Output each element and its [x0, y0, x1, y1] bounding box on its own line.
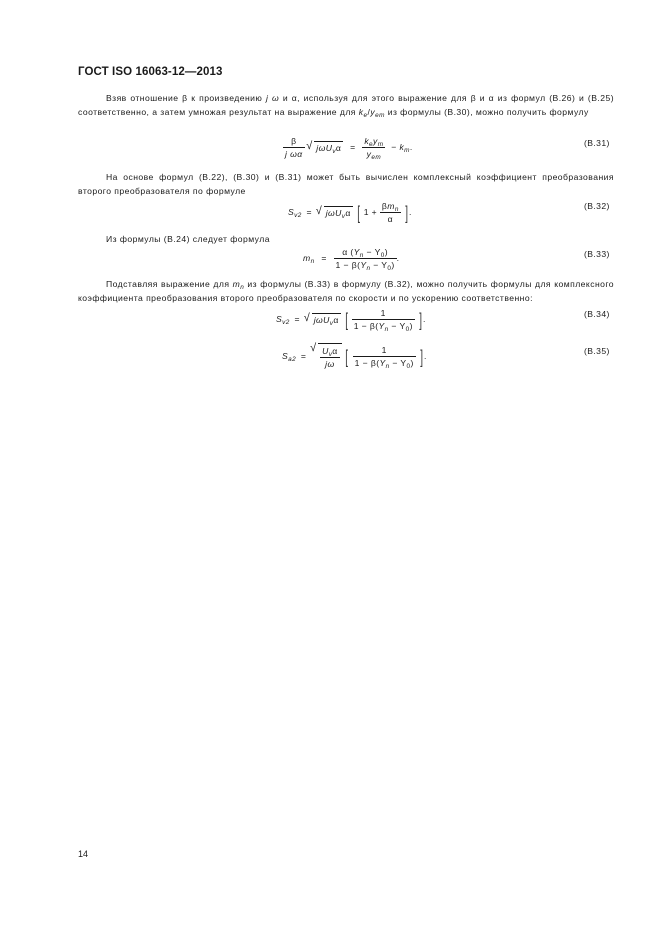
eq31-ym-sub: m: [377, 141, 384, 148]
eq33-num-Y-sub: n: [359, 252, 364, 259]
p1-text-a: Взяв отношение β к произведению: [106, 93, 266, 103]
eq35-den-pre: 1 − β(: [354, 358, 380, 368]
eq31-sqrt-U-sub: v: [332, 148, 336, 155]
eq33-den-Y0-sub: 0: [387, 265, 392, 272]
eq31-den-right: [362, 148, 385, 160]
eq33-den-Y: Y: [360, 260, 367, 270]
eq32-S-sub: v2: [294, 211, 302, 219]
equation-b34: [276, 307, 426, 332]
p1-jw: j ω: [265, 93, 280, 103]
equation-b33: [303, 246, 399, 271]
eq35-den-Y0-sub: 0: [406, 363, 411, 370]
p1-ke-sub: e: [363, 111, 368, 119]
eq35-sqrt-num: [320, 345, 340, 358]
eq33-m-sub: n: [310, 257, 315, 265]
equation-number-b32: (В.32): [584, 201, 610, 211]
eq35-den-Y-sub: n: [385, 363, 390, 370]
eq33-num-mid: − Y: [363, 247, 381, 257]
eq34-sqrt: [312, 313, 341, 326]
eq31-minus: −: [391, 141, 400, 152]
eq33-den-close: ): [391, 260, 395, 270]
eq33-den: [334, 259, 397, 271]
eq35-U: U: [322, 346, 329, 356]
eq31-km-sub: m: [404, 146, 410, 154]
eq34-S-sub: v2: [282, 318, 290, 326]
eq32-sqrt-alpha: α: [345, 208, 351, 218]
eq35-period: .: [423, 350, 427, 361]
equation-number-b34: (В.34): [584, 309, 610, 319]
eq33-num-Y: Y: [353, 247, 360, 257]
eq33-num: [334, 246, 397, 259]
eq35-den-close: ): [410, 358, 414, 368]
eq32-one-plus: 1 +: [363, 206, 378, 217]
paragraph-3: Из формулы (В.24) следует формула: [106, 234, 270, 244]
eq31-equals: =: [350, 141, 356, 152]
eq34-S: S: [276, 313, 283, 324]
eq33-num-close: ): [384, 247, 388, 257]
equation-number-b33: (В.33): [584, 249, 610, 259]
p1-text-c: из формулы (В.30), можно получить формулу: [384, 106, 589, 117]
eq35-den: [353, 357, 416, 369]
eq31-km: k: [399, 141, 405, 152]
eq31-ym: y: [372, 136, 378, 146]
eq35-equals: =: [300, 350, 307, 361]
eq31-fraction-right: [362, 135, 385, 160]
eq35-S: S: [282, 350, 289, 361]
equation-number-b31: (В.31): [584, 138, 610, 148]
eq31-sqrt-alpha: α: [335, 143, 342, 153]
eq32-fraction: [380, 200, 401, 225]
eq34-den-Y-sub: n: [384, 326, 389, 333]
eq35-sqrt-fraction: [320, 345, 340, 370]
eq34-sqrt-jw: jω: [313, 315, 324, 325]
paragraph-2: На основе формул (В.22), (В.30) и (В.31) может быть вычислен комплексный коэффициент преобразования второго преобразователя по формуле: [78, 172, 614, 196]
eq35-den-Y: Y: [379, 358, 386, 368]
p4-text-a: Подставляя выражение для: [106, 279, 233, 289]
eq32-m: m: [387, 201, 395, 211]
eq35-den-mid: − Y: [389, 358, 407, 368]
eq32-S: S: [288, 206, 295, 217]
eq32-m-sub: n: [394, 206, 399, 213]
p1-slash: /: [367, 106, 371, 117]
eq34-den-pre: 1 − β(: [353, 321, 379, 331]
eq35-U-sub: v: [328, 351, 333, 358]
eq35-S-sub: a2: [288, 355, 297, 363]
eq35-right-bracket: ]: [419, 346, 423, 367]
eq32-sqrt-U: U: [335, 208, 342, 218]
eq35-num: 1: [353, 344, 416, 357]
eq31-yem-sub: em: [371, 154, 382, 161]
p1-text-b: и α, используя для этого выражение для β и α из формул (В.26) и (В.25) соответственно, а затем умножая результат на выражение для: [78, 93, 615, 117]
eq31-yem: y: [366, 149, 372, 159]
document-header: ГОСТ ISO 16063-12—2013: [78, 66, 223, 78]
eq32-right-bracket: ]: [404, 202, 408, 223]
eq33-den-Y-sub: n: [366, 265, 371, 272]
eq32-left-bracket: [: [356, 202, 360, 223]
eq32-sqrt-jw: jω: [325, 208, 336, 218]
eq32-beta: β: [381, 201, 388, 211]
p1-yem: y: [370, 106, 376, 117]
eq33-den-pre: 1 − β(: [335, 260, 361, 270]
eq35-fraction: [353, 344, 416, 369]
eq33-den-mid: − Y: [370, 260, 388, 270]
eq34-sqrt-U: U: [323, 315, 330, 325]
eq31-num-right: [362, 135, 385, 148]
eq31-numerator: β: [283, 135, 305, 148]
eq31-sqrt-U: U: [325, 143, 333, 153]
eq34-num: 1: [352, 307, 415, 320]
eq32-equals: =: [306, 206, 312, 217]
eq34-den-Y0-sub: 0: [405, 326, 410, 333]
eq33-num-a: α (: [342, 247, 354, 257]
eq33-fraction: [334, 246, 397, 271]
equation-number-b35: (В.35): [584, 346, 610, 356]
eq34-den-close: ): [409, 321, 413, 331]
p4-m-sub: n: [240, 284, 245, 291]
eq35-alpha: α: [332, 346, 338, 356]
eq32-sqrt-U-sub: v: [341, 213, 346, 220]
p1-yem-sub: em: [375, 111, 385, 119]
eq31-fraction-left: [283, 135, 305, 160]
equation-b31: [283, 135, 413, 160]
paragraph-4: [78, 278, 614, 305]
eq32-den: α: [387, 214, 394, 224]
p4-text-b: из формулы (В.33) в формулу (В.32), можно получить формулы для комплексного коэффициента преобразования второго преобразователя по скорости и по ускорению соответственно:: [78, 279, 614, 303]
equation-b32: [288, 200, 412, 225]
eq34-sqrt-alpha: α: [333, 315, 339, 325]
p4-m: m: [232, 279, 241, 289]
equation-b35: [282, 343, 427, 370]
p1-ke: k: [358, 106, 364, 117]
eq33-m: m: [303, 252, 311, 263]
eq31-sqrt: [314, 141, 343, 154]
eq32-num: [380, 200, 401, 213]
eq34-den: [352, 320, 415, 332]
eq35-left-bracket: [: [345, 346, 349, 367]
eq33-equals: =: [321, 252, 327, 263]
eq34-fraction: [352, 307, 415, 332]
eq35-sqrt: [318, 343, 342, 370]
eq31-period: .: [409, 141, 413, 152]
eq31-sqrt-jw: jω: [316, 143, 326, 153]
eq35-jw: jω: [325, 359, 335, 369]
eq34-right-bracket: ]: [418, 309, 422, 330]
eq34-sqrt-U-sub: v: [329, 320, 334, 327]
page-number: 14: [78, 849, 89, 859]
paragraph-1: [78, 92, 614, 119]
eq34-den-Y: Y: [378, 321, 385, 331]
eq34-period: .: [423, 313, 426, 324]
eq31-denominator: j ωα: [285, 149, 303, 159]
eq31-ke: k: [364, 136, 370, 146]
eq34-equals: =: [294, 313, 300, 324]
eq32-period: .: [408, 206, 412, 217]
eq34-left-bracket: [: [344, 309, 348, 330]
eq31-ke-sub: e: [369, 141, 373, 148]
eq34-den-mid: − Y: [388, 321, 406, 331]
eq32-sqrt: [324, 206, 353, 219]
eq33-num-Y0-sub: 0: [380, 252, 385, 259]
eq33-period: .: [396, 252, 400, 263]
